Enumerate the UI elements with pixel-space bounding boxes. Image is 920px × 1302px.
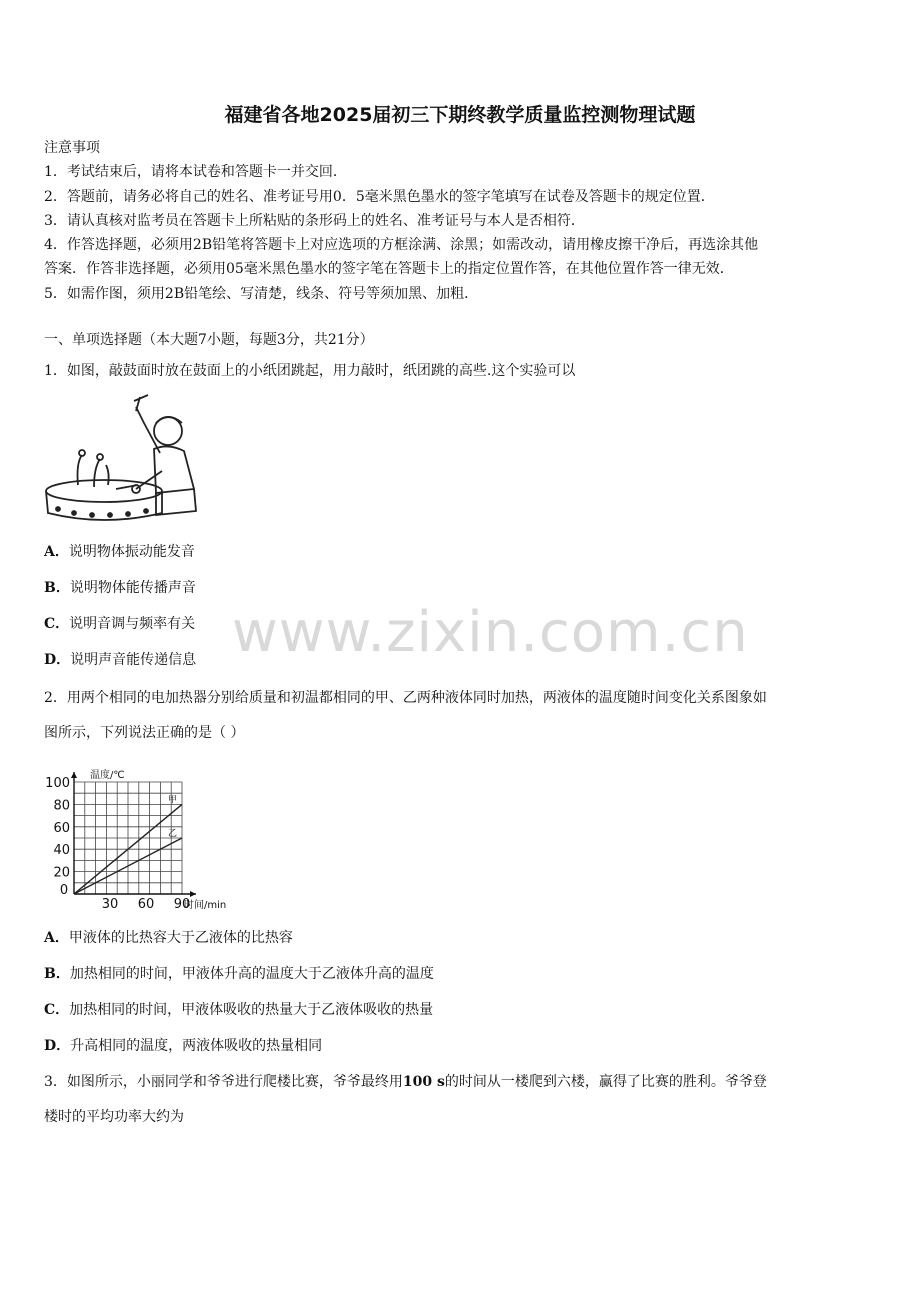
drum-illustration: [44, 393, 200, 527]
note-item: 2．答题前，请务必将自己的姓名、准考证号用0．5毫米黑色墨水的签字笔填写在试卷及答题卡的规定位置．: [44, 189, 715, 205]
x-tick-label: 0: [59, 883, 69, 898]
note-item: 1．考试结束后，请将本试卷和答题卡一并交回．: [44, 164, 347, 180]
q1-option-a: A．说明物体振动能发音: [44, 544, 195, 560]
y-tick-label: 20: [53, 865, 70, 881]
section-heading: 一、单项选择题（本大题7小题，每题3分，共21分）: [44, 332, 374, 348]
series-label: 乙: [168, 829, 178, 839]
q1-option-b: B．说明物体能传播声音: [44, 580, 196, 596]
y-axis-arrow: [71, 772, 77, 778]
note-item: 3．请认真核对监考员在答题卡上所粘贴的条形码上的姓名、准考证号与本人是否相符．: [44, 213, 585, 229]
q3-stem-line1: 3．如图所示，小丽同学和爷爷进行爬楼比赛，爷爷最终用100 s的时间从一楼爬到六楼，赢得了比赛的胜利。爷爷登: [44, 1074, 767, 1090]
q2-option-b: B．加热相同的时间，甲液体升高的温度大于乙液体升高的温度: [44, 966, 434, 982]
watermark: www.zixin.com.cn: [232, 600, 749, 665]
q2-stem-line1: 2．用两个相同的电加热器分别给质量和初温都相同的甲、乙两种液体同时加热，两液体的温度随时间变化关系图象如: [44, 690, 767, 706]
notes-heading: 注意事项: [44, 140, 100, 156]
series-label: 甲: [168, 795, 178, 806]
q2-option-a: A．甲液体的比热容大于乙液体的比热容: [44, 930, 293, 946]
x-tick-label: 90: [173, 897, 191, 912]
y-tick-label: 80: [53, 798, 70, 814]
q2-option-d: D．升高相同的温度，两液体吸收的热量相同: [44, 1038, 323, 1054]
q1-stem: 1．如图，敲鼓面时放在鼓面上的小纸团跳起，用力敲时，纸团跳的高些.这个实验可以: [44, 363, 576, 379]
x-axis-arrow: [190, 891, 196, 897]
q3-stem-line2: 楼时的平均功率大约为: [44, 1109, 184, 1125]
page-title: 福建省各地2025届初三下期终教学质量监控测物理试题: [224, 104, 696, 126]
note-item: 答案．作答非选择题，必须用05毫米黑色墨水的签字笔在答题卡上的指定位置作答，在其他位置作答一律无效．: [44, 261, 734, 277]
q2-stem-line2: 图所示，下列说法正确的是（ ）: [44, 725, 245, 741]
y-axis-label: 温度/℃: [90, 770, 125, 781]
q1-option-d: D．说明声音能传递信息: [44, 652, 197, 668]
note-item: 5．如需作图，须用2B铅笔绘、写清楚，线条、符号等须加黑、加粗．: [44, 286, 479, 302]
x-axis-label: 时间/min: [184, 900, 227, 911]
note-item: 4．作答选择题，必须用2B铅笔将答题卡上对应选项的方框涂满、涂黑；如需改动，请用橡皮擦干净后，再选涂其他: [44, 237, 759, 253]
q2-option-c: C．加热相同的时间，甲液体吸收的热量大于乙液体吸收的热量: [44, 1002, 434, 1018]
y-tick-label: 40: [53, 843, 70, 859]
x-tick-label: 30: [101, 897, 119, 912]
y-tick-label: 100: [45, 776, 70, 791]
y-tick-label: 60: [53, 820, 70, 836]
temperature-time-chart: [42, 760, 242, 912]
q1-option-c: C．说明音调与频率有关: [44, 616, 196, 632]
x-tick-label: 60: [137, 897, 155, 912]
